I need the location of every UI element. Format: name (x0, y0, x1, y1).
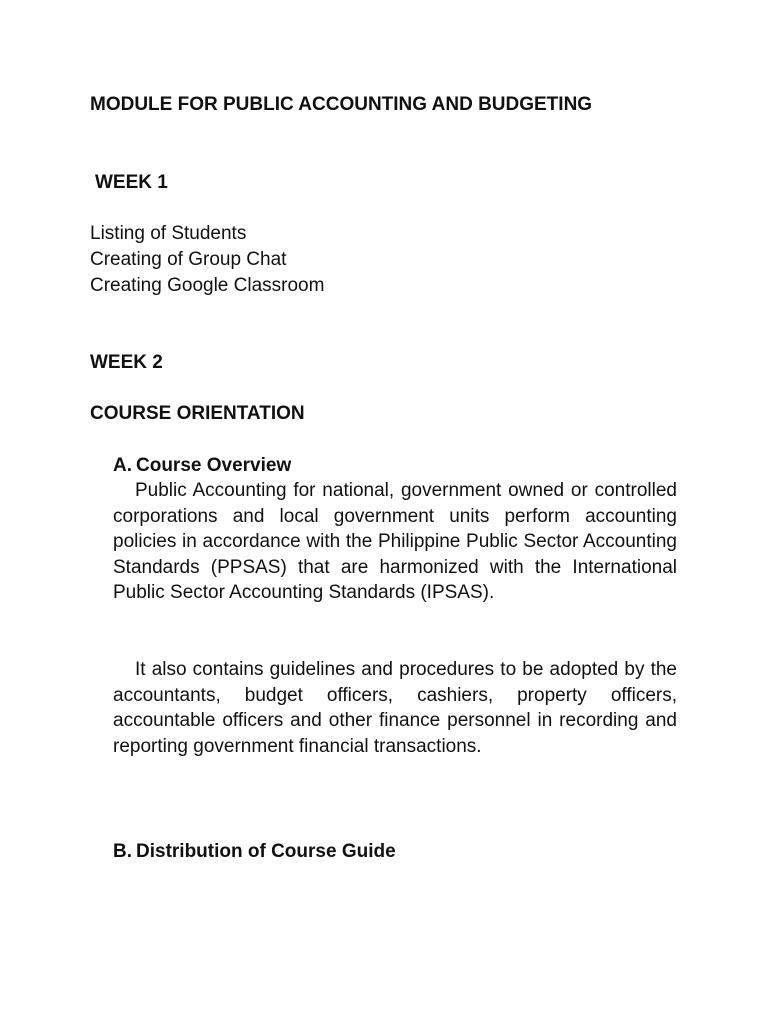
list-item: Creating Google Classroom (90, 275, 325, 296)
course-orientation-heading: COURSE ORIENTATION (90, 403, 305, 424)
section-a-title: Course Overview (136, 455, 292, 476)
course-overview-paragraph-1: Public Accounting for national, government owned or controlled corporations and local government units perform accounting policies in accordance with the Philippine Public Sector Accounting Standards (PPSAS) that are harmonized with the International Public Sector Accounting Standards (IPSAS). (113, 480, 677, 604)
document-title: MODULE FOR PUBLIC ACCOUNTING AND BUDGETING (90, 94, 593, 115)
week2-heading: WEEK 2 (90, 352, 163, 373)
section-b-marker: B. (113, 841, 132, 862)
section-a-marker: A. (113, 455, 132, 476)
list-item: Creating of Group Chat (90, 249, 287, 270)
list-item: Listing of Students (90, 223, 247, 244)
section-b-heading (113, 841, 396, 863)
section-a-heading (113, 455, 291, 477)
course-overview-paragraph-2: It also contains guidelines and procedures to be adopted by the accountants, budget officers, cashiers, property officers, accountable officers and other finance personnel in recording and reporting government financial transactions. (113, 659, 677, 757)
section-b-title: Distribution of Course Guide (136, 841, 396, 862)
week1-task-list (90, 221, 690, 299)
week1-heading: WEEK 1 (95, 172, 168, 193)
